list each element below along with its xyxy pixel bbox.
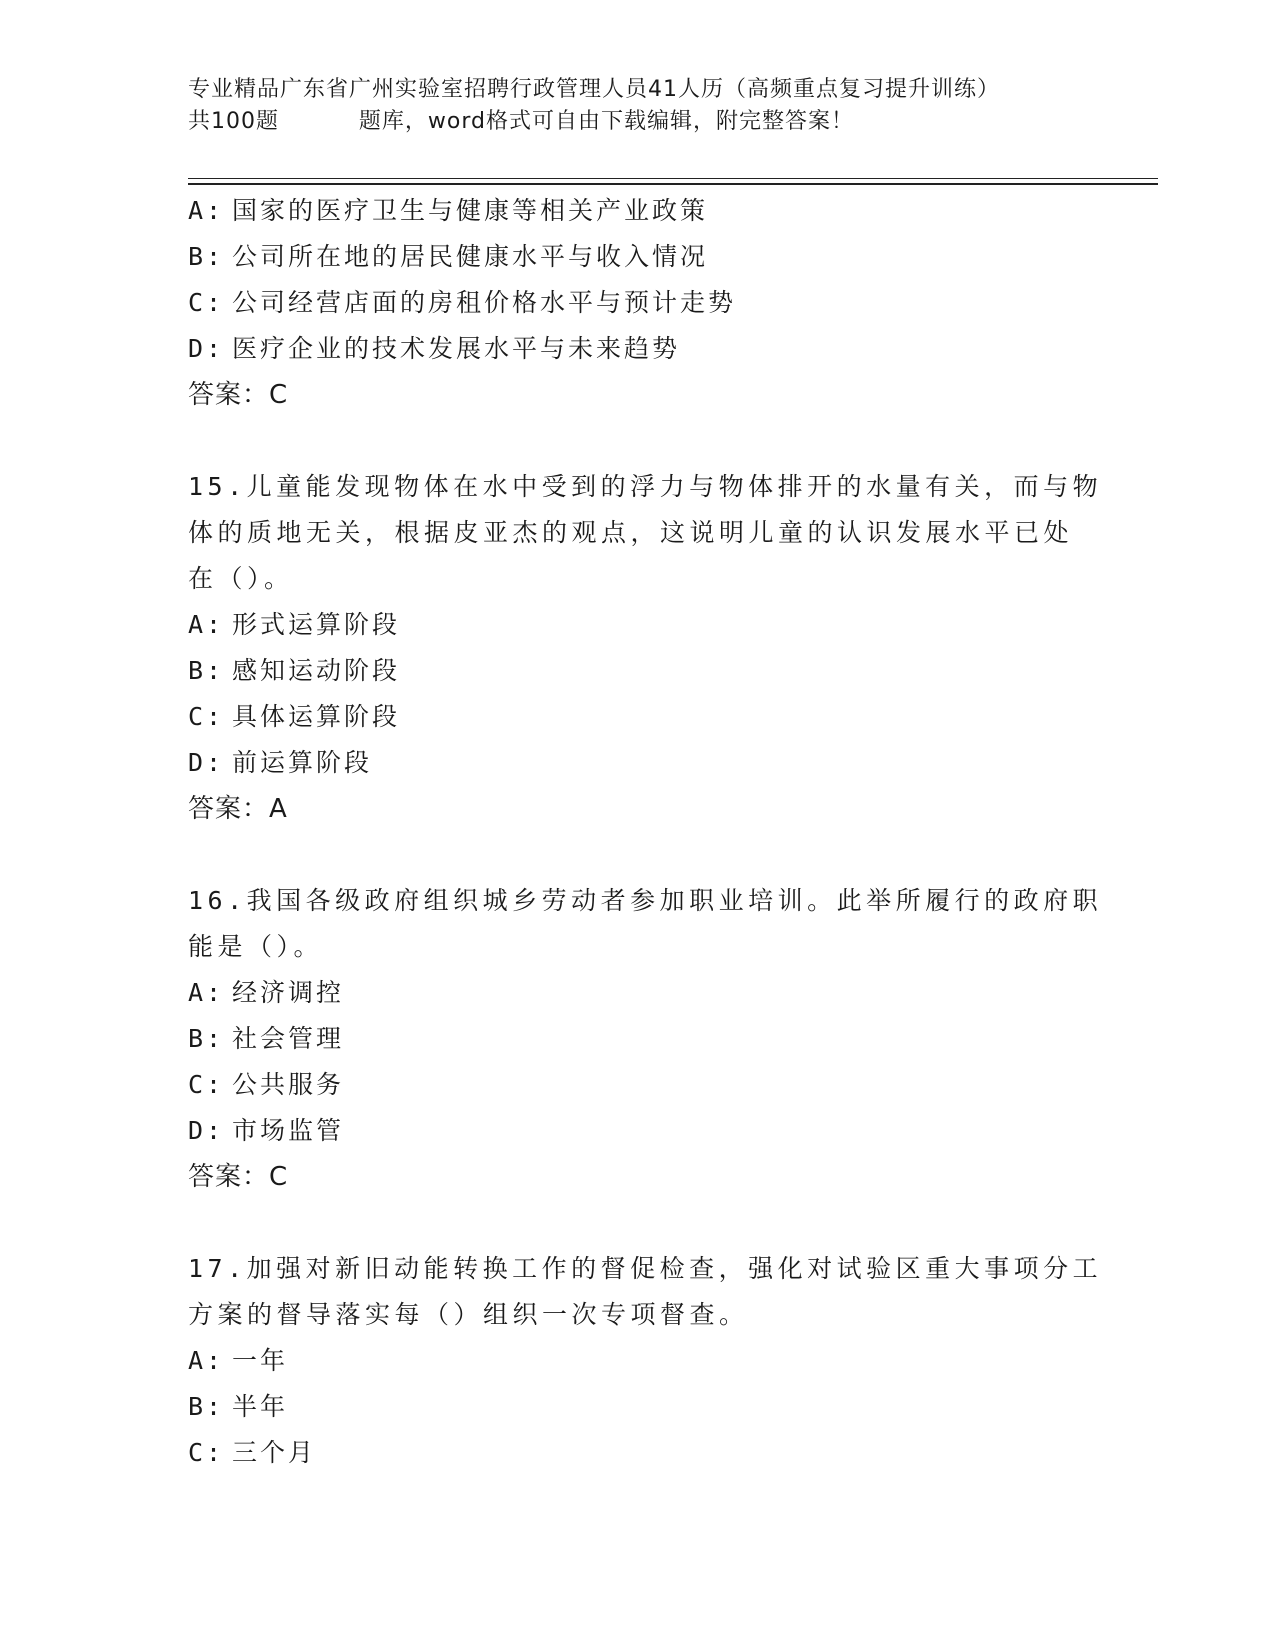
header-divider-thin <box>188 178 1158 179</box>
question-stem-line: 15.儿童能发现物体在水中受到的浮力与物体排开的水量有关，而与物 <box>188 472 1103 501</box>
option-a: A: 一年 <box>188 1346 289 1375</box>
question-stem-line: 在（）。 <box>188 564 294 593</box>
header-divider-thick <box>188 183 1158 185</box>
option-c: C: 具体运算阶段 <box>188 702 401 731</box>
option-a: A: 国家的医疗卫生与健康等相关产业政策 <box>188 196 709 225</box>
option-a: A: 形式运算阶段 <box>188 610 401 639</box>
answer-line: 答案：C <box>188 1162 289 1192</box>
option-c: C: 公共服务 <box>188 1070 345 1099</box>
header-title-line-2: 共100题 题库，word格式可自由下载编辑，附完整答案！ <box>188 109 855 134</box>
question-stem-line: 能是（）。 <box>188 932 324 961</box>
option-b: B: 公司所在地的居民健康水平与收入情况 <box>188 242 709 271</box>
question-stem-line: 16.我国各级政府组织城乡劳动者参加职业培训。此举所履行的政府职 <box>188 886 1103 915</box>
option-b: B: 社会管理 <box>188 1024 345 1053</box>
option-c: C: 三个月 <box>188 1438 317 1467</box>
header-title-line-1: 专业精品广东省广州实验室招聘行政管理人员41人历（高频重点复习提升训练） <box>188 77 1000 102</box>
question-17 <box>188 1246 1103 1476</box>
option-d: D: 前运算阶段 <box>188 748 373 777</box>
question-stem-line: 方案的督导落实每（）组织一次专项督查。 <box>188 1300 749 1329</box>
document-header <box>188 74 1148 138</box>
option-d: D: 医疗企业的技术发展水平与未来趋势 <box>188 334 681 363</box>
question-15 <box>188 464 1103 832</box>
option-d: D: 市场监管 <box>188 1116 345 1145</box>
option-b: B: 感知运动阶段 <box>188 656 401 685</box>
question-14-continued <box>188 188 1088 418</box>
answer-line: 答案：C <box>188 380 289 410</box>
question-stem-line: 17.加强对新旧动能转换工作的督促检查，强化对试验区重大事项分工 <box>188 1254 1103 1283</box>
option-c: C: 公司经营店面的房租价格水平与预计走势 <box>188 288 737 317</box>
option-a: A: 经济调控 <box>188 978 345 1007</box>
question-16 <box>188 878 1103 1200</box>
answer-line: 答案：A <box>188 794 288 824</box>
question-stem-line: 体的质地无关，根据皮亚杰的观点，这说明儿童的认识发展水平已处 <box>188 518 1074 547</box>
question-list <box>188 188 1103 1476</box>
option-b: B: 半年 <box>188 1392 289 1421</box>
